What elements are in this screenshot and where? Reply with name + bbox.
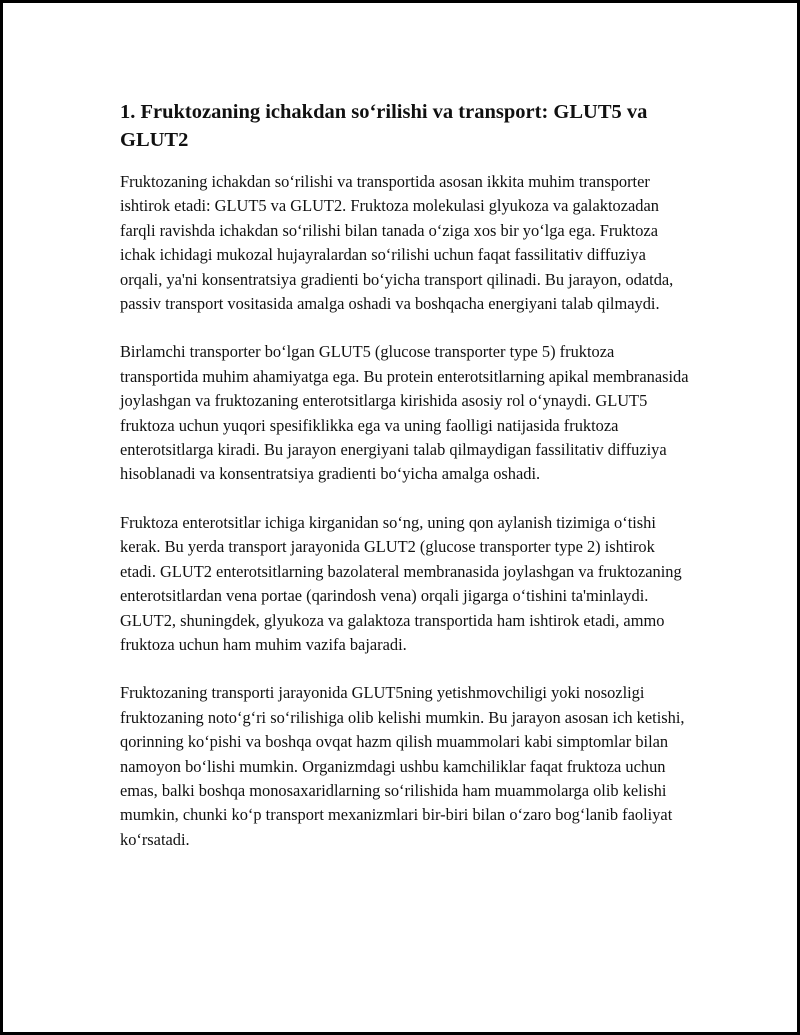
document-body bbox=[120, 98, 690, 876]
paragraph-deficiency: Fruktozaning transporti jarayonida GLUT5ning yetishmovchiligi yoki nosozligi fruktozaning noto‘g‘ri so‘rilishiga olib kelishi mumkin. Bu jarayon asosan ich ketishi, qorinning ko‘pishi va boshqa ovqat hazm qilish muammolari kabi simptomlar bilan namoyon bo‘lishi mumkin. Organizmdagi ushbu kamchiliklar faqat fruktoza uchun emas, balki boshqa monosaxaridlarning so‘rilishida ham muammolarga olib kelishi mumkin, chunki ko‘p transport mexanizmlari bir-biri bilan o‘zaro bog‘lanib faoliyat ko‘rsatadi. bbox=[120, 683, 685, 849]
paragraph-intro: Fruktozaning ichakdan so‘rilishi va transportida asosan ikkita muhim transporter ishtirok etadi: GLUT5 va GLUT2. Fruktoza molekulasi glyukoza va galaktozadan farqli ravishda ichakdan so‘rilishi bilan tanada o‘ziga xos bir yo‘lga ega. Fruktoza ichak ichidagi mukozal hujayralardan so‘rilishi uchun faqat fassilitativ diffuziya orqali, ya'ni konsentratsiya gradienti bo‘yicha transport qilinadi. Bu jarayon, odatda, passiv transport vositasida amalga oshadi va boshqacha energiyani talab qilmaydi. bbox=[120, 172, 674, 314]
section-heading: 1. Fruktozaning ichakdan so‘rilishi va transport: GLUT5 va GLUT2 bbox=[120, 101, 648, 151]
paragraph-glut2: Fruktoza enterotsitlar ichiga kirganidan so‘ng, uning qon aylanish tizimiga o‘tishi kerak. Bu yerda transport jarayonida GLUT2 (glucose transporter type 2) ishtirok etadi. GLUT2 enterotsitlarning bazolateral membranasida joylashgan va fruktozaning enterotsitlardan vena portae (qarindosh vena) orqali jigarga o‘tishini ta'minlaydi. GLUT2, shuningdek, glyukoza va galaktoza transportida ham ishtirok etadi, ammo fruktoza uchun ham muhim vazifa bajaradi. bbox=[120, 512, 682, 654]
paragraph-glut5: Birlamchi transporter bo‘lgan GLUT5 (glucose transporter type 5) fruktoza transportida muhim ahamiyatga ega. Bu protein enterotsitlarning apikal membranasida joylashgan va fruktozaning enterotsitlarga kirishida asosiy rol o‘ynaydi. GLUT5 fruktoza uchun yuqori spesifiklikka ega va uning faolligi natijasida fruktoza enterotsitlarga kiradi. Bu jarayon energiyani talab qilmaydigan fassilitativ diffuziya hisoblanadi va konsentratsiya gradienti bo‘yicha amalga oshadi. bbox=[120, 342, 689, 484]
